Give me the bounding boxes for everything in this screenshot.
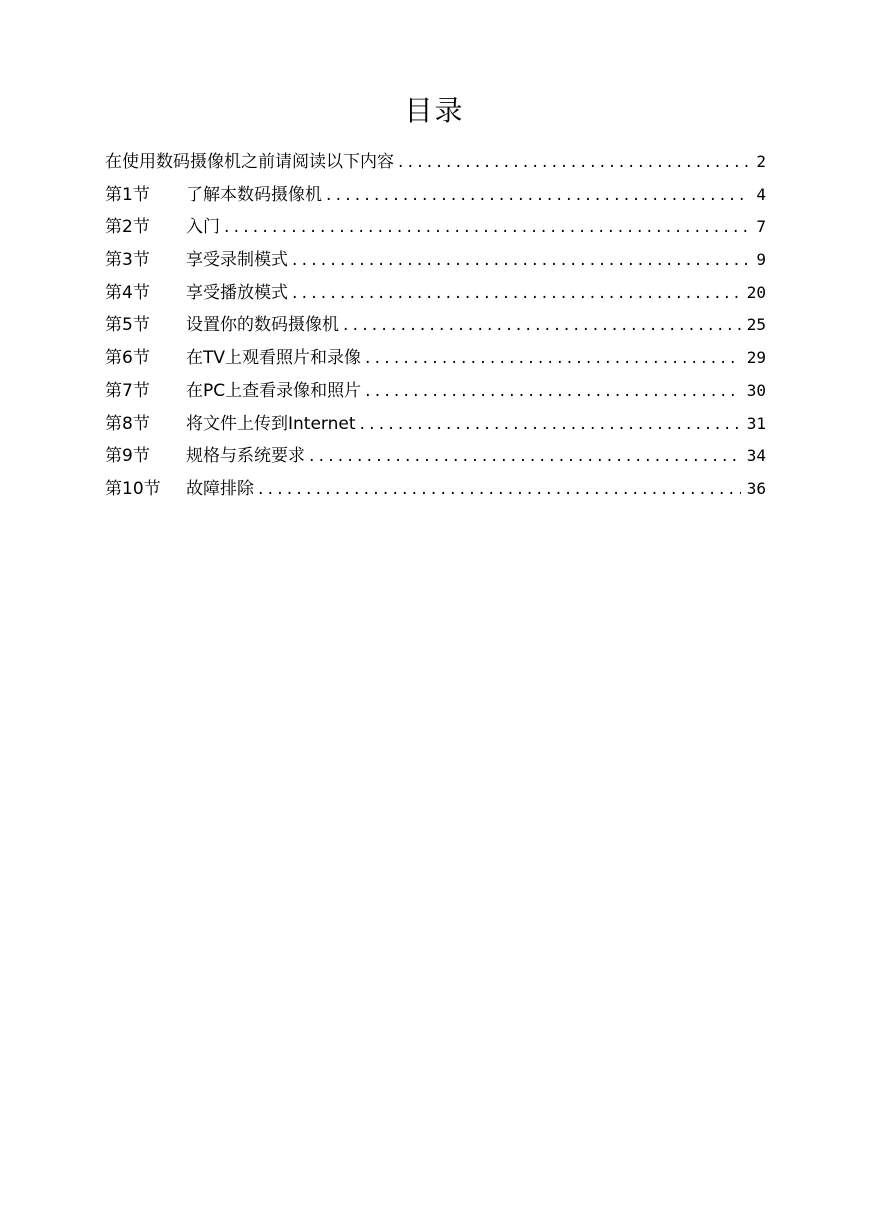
- table-of-contents: [105, 146, 766, 506]
- toc-section-label: 第6节: [105, 348, 150, 369]
- toc-section-label: 第10节: [105, 478, 161, 499]
- toc-section-label: 第7节: [105, 380, 150, 401]
- toc-page-number: 7: [756, 217, 766, 237]
- toc-entry-title: 了解本数码摄像机: [186, 184, 322, 205]
- page-title: 目录: [404, 93, 465, 127]
- toc-entry-section-4[interactable]: [105, 277, 766, 310]
- toc-entry-section-7[interactable]: [105, 375, 766, 408]
- toc-entry-title: 享受录制模式: [186, 250, 288, 271]
- toc-page-number: 9: [756, 250, 766, 270]
- toc-entry-section-3[interactable]: [105, 244, 766, 277]
- toc-entry-title: 在TV上观看照片和录像: [186, 348, 362, 369]
- toc-entry-title: 在使用数码摄像机之前请阅读以下内容: [105, 152, 394, 172]
- toc-page-number: 30: [746, 380, 766, 400]
- toc-dot-leader: [309, 440, 741, 473]
- toc-section-label: 第3节: [105, 250, 150, 271]
- toc-dot-leader: [326, 179, 750, 212]
- toc-page-number: 34: [746, 446, 766, 466]
- toc-entry-intro[interactable]: [105, 146, 766, 179]
- toc-entry-section-5[interactable]: [105, 309, 766, 342]
- toc-page-number: 31: [746, 413, 766, 433]
- toc-dot-leader: [224, 211, 750, 244]
- toc-page-number: 29: [746, 348, 766, 368]
- toc-dot-leader: [292, 277, 741, 310]
- toc-section-label: 第4节: [105, 282, 150, 303]
- toc-dot-leader: [398, 146, 750, 179]
- toc-page-number: 2: [756, 152, 766, 171]
- toc-dot-leader: [365, 342, 741, 375]
- toc-entry-title: 设置你的数码摄像机: [186, 315, 339, 336]
- toc-entry-title: 入门: [186, 217, 220, 238]
- toc-entry-title: 将文件上传到Internet: [186, 413, 356, 434]
- toc-page-number: 36: [746, 478, 766, 498]
- toc-page-number: 25: [746, 315, 766, 335]
- toc-dot-leader: [258, 473, 741, 506]
- toc-entry-title: 在PC上查看录像和照片: [186, 380, 362, 401]
- toc-dot-leader: [360, 408, 741, 441]
- toc-dot-leader: [292, 244, 750, 277]
- toc-section-label: 第8节: [105, 413, 150, 434]
- toc-entry-section-1[interactable]: [105, 179, 766, 212]
- toc-entry-title: 故障排除: [186, 478, 254, 499]
- toc-entry-section-2[interactable]: [105, 211, 766, 244]
- toc-dot-leader: [343, 309, 741, 342]
- toc-entry-title: 享受播放模式: [186, 282, 288, 303]
- toc-entry-section-6[interactable]: [105, 342, 766, 375]
- toc-entry-section-10[interactable]: [105, 473, 766, 506]
- toc-section-label: 第9节: [105, 446, 150, 467]
- toc-section-label: 第2节: [105, 217, 150, 238]
- toc-entry-section-8[interactable]: [105, 408, 766, 441]
- toc-entry-section-9[interactable]: [105, 440, 766, 473]
- toc-entry-title: 规格与系统要求: [186, 446, 305, 467]
- toc-dot-leader: [365, 375, 741, 408]
- toc-page-number: 4: [756, 184, 766, 204]
- toc-section-label: 第1节: [105, 184, 150, 205]
- toc-page-number: 20: [746, 282, 766, 302]
- toc-section-label: 第5节: [105, 315, 150, 336]
